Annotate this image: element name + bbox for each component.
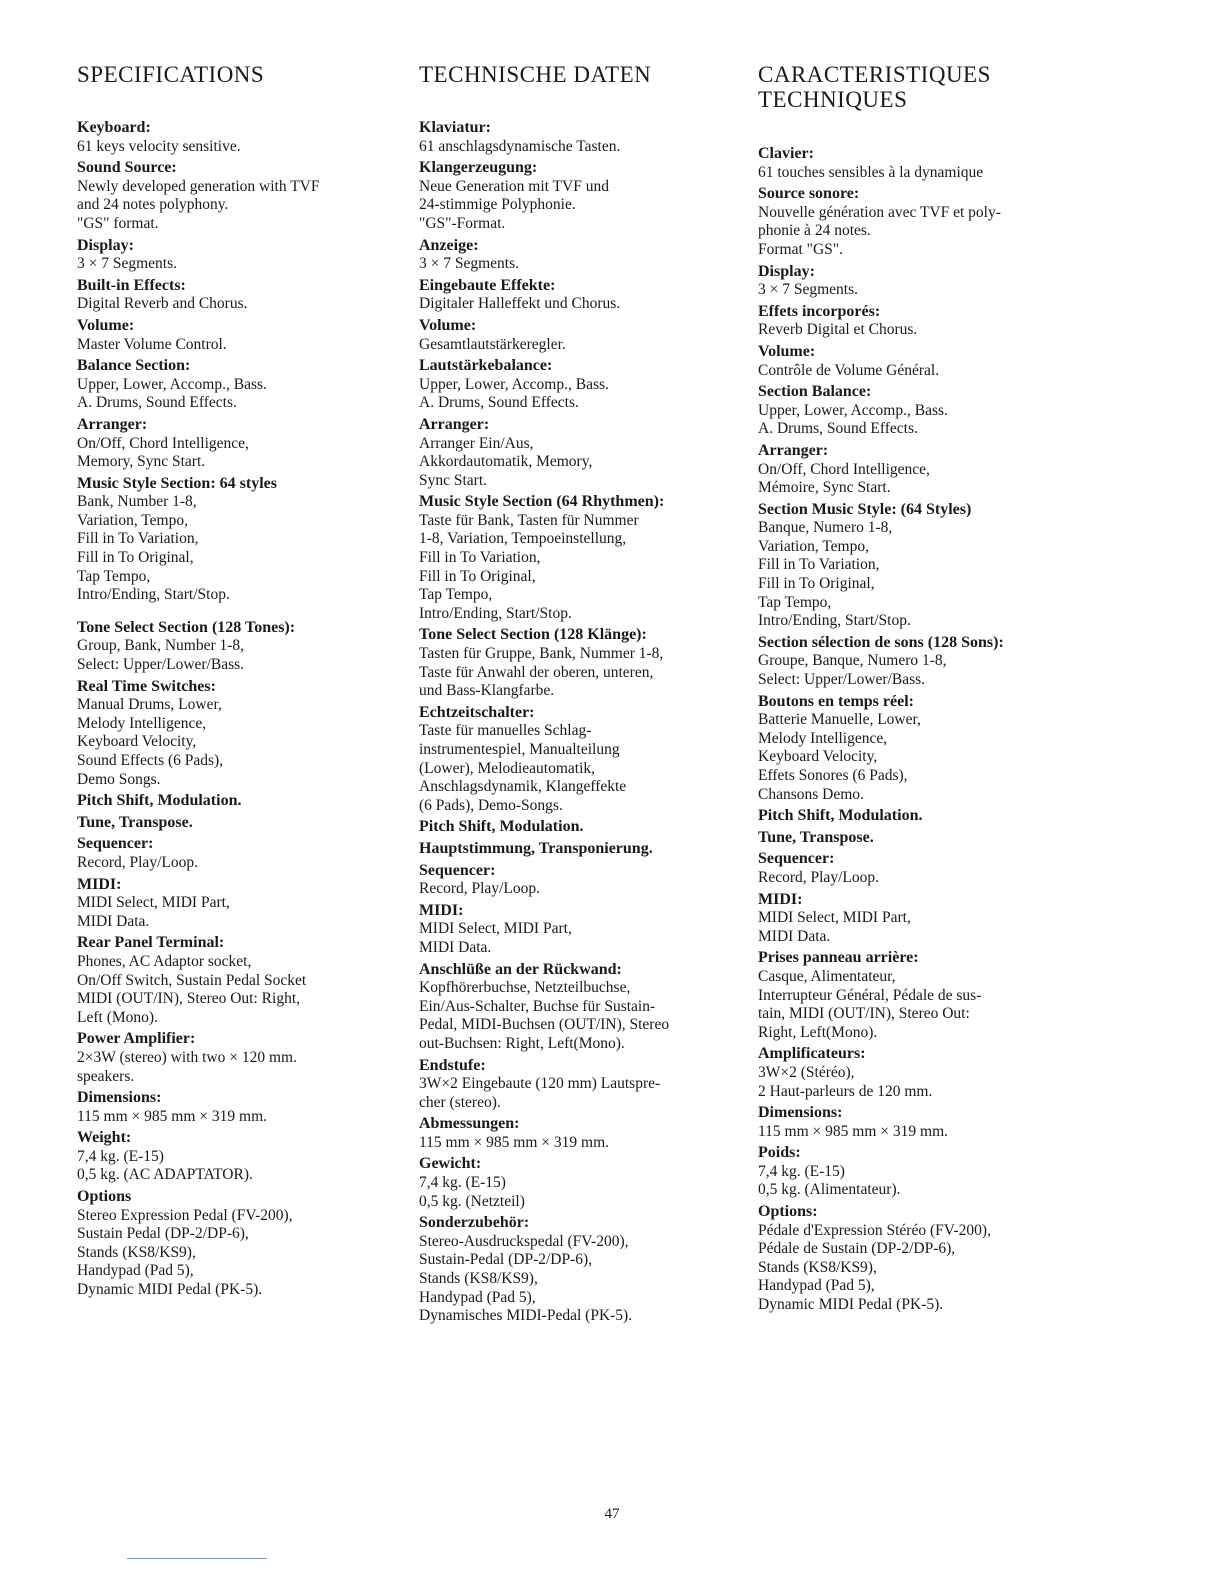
spec-value: Group, Bank, Number 1-8, Select: Upper/Lower/Bass. xyxy=(77,637,245,674)
spec-item xyxy=(758,1045,1063,1101)
spec-value: 2×3W (stereo) with two × 120 mm. speakers. xyxy=(77,1048,297,1085)
spec-item xyxy=(419,818,724,837)
spec-label: Lautstärkebalance: xyxy=(419,357,553,375)
spec-value: Taste für manuelles Schlag- instrumentespiel, Manualteilung (Lower), Melodieautomatik, Anschlagsdynamik, Klangeffekte (6 Pads), Demo-Songs. xyxy=(419,722,627,814)
spec-item xyxy=(77,1188,382,1300)
spec-list xyxy=(758,145,1063,1315)
spec-item xyxy=(77,876,382,932)
spec-item xyxy=(77,237,382,274)
spec-label: Arranger: xyxy=(419,415,490,433)
spec-item xyxy=(758,829,1063,848)
spec-value: 61 anschlagsdynamische Tasten. xyxy=(419,137,621,155)
spec-label: Display: xyxy=(77,236,134,254)
spec-value: Batterie Manuelle, Lower, Melody Intelligence, Keyboard Velocity, Effets Sonores (6 Pads), Chansons Demo. xyxy=(758,711,921,803)
footer-rule xyxy=(127,1558,267,1559)
spec-label: Echtzeitschalter: xyxy=(419,703,535,721)
spec-label: Rear Panel Terminal: xyxy=(77,934,225,952)
spec-value: Upper, Lower, Accomp., Bass. A. Drums, Sound Effects. xyxy=(77,375,267,412)
spec-item xyxy=(419,1214,724,1326)
spec-value: 3 × 7 Segments. xyxy=(77,255,178,273)
spec-item xyxy=(758,891,1063,947)
spec-item xyxy=(77,475,382,605)
spec-value: Record, Play/Loop. xyxy=(419,880,540,898)
spec-item xyxy=(77,416,382,472)
spec-item xyxy=(419,237,724,274)
spec-label: Built-in Effects: xyxy=(77,276,186,294)
spec-label: Section Balance: xyxy=(758,383,872,401)
spec-value: Stereo Expression Pedal (FV-200), Sustain Pedal (DP-2/DP-6), Stands (KS8/KS9), Handypad (Pad 5), Dynamic MIDI Pedal (PK-5). xyxy=(77,1206,293,1299)
spec-label: Gewicht: xyxy=(419,1155,482,1173)
spec-item xyxy=(419,1155,724,1211)
spec-item xyxy=(758,693,1063,805)
spec-item xyxy=(77,835,382,872)
spec-label: Anzeige: xyxy=(419,236,479,254)
spec-value: 61 touches sensibles à la dynamique xyxy=(758,163,984,181)
spec-value: 7,4 kg. (E-15) 0,5 kg. (AC ADAPTATOR). xyxy=(77,1147,253,1184)
spec-item xyxy=(419,626,724,700)
spec-value: Kopfhörerbuchse, Netzteilbuchse, Ein/Aus-Schalter, Buchse für Sustain- Pedal, MIDI-Buchsen (OUT/IN), Stereo out-Buchsen: Right, Left(Mono). xyxy=(419,979,670,1052)
spec-item xyxy=(77,1089,382,1126)
spec-value: 3W×2 (Stéréo), 2 Haut-parleurs de 120 mm. xyxy=(758,1063,933,1100)
column-german xyxy=(419,62,724,1329)
spec-item xyxy=(758,949,1063,1042)
spec-item xyxy=(77,277,382,314)
spec-value: MIDI Select, MIDI Part, MIDI Data. xyxy=(758,909,911,945)
spec-value: Gesamtlautstärkeregler. xyxy=(419,335,566,353)
spec-item xyxy=(419,840,724,859)
spec-label: Effets incorporés: xyxy=(758,302,881,320)
spec-value: Record, Play/Loop. xyxy=(758,868,879,886)
spec-label: Endstufe: xyxy=(419,1056,486,1074)
spec-value: Contrôle de Volume Général. xyxy=(758,361,940,379)
spec-value: Reverb Digital et Chorus. xyxy=(758,321,918,339)
spec-value: Groupe, Banque, Numero 1-8, Select: Upper/Lower/Bass. xyxy=(758,652,947,689)
spec-label: Section Music Style: (64 Styles) xyxy=(758,500,972,518)
spec-label: MIDI: xyxy=(758,890,803,908)
spec-label: Pitch Shift, Modulation. xyxy=(77,792,242,810)
spec-item xyxy=(758,185,1063,259)
spec-label: Weight: xyxy=(77,1129,132,1147)
spec-value: 3W×2 Eingebaute (120 mm) Lautspre- cher (stereo). xyxy=(419,1075,661,1111)
spec-item xyxy=(758,501,1063,631)
spec-value: Newly developed generation with TVF and 24 notes polyphony. "GS" format. xyxy=(77,177,320,232)
spec-value: 3 × 7 Segments. xyxy=(419,255,520,273)
spec-label: Sonderzubehör: xyxy=(419,1214,530,1232)
spec-item xyxy=(758,807,1063,826)
spec-value: Upper, Lower, Accomp., Bass. A. Drums, Sound Effects. xyxy=(758,401,948,438)
spec-label: Tone Select Section (128 Klänge): xyxy=(419,626,647,644)
spec-value: Casque, Alimentateur, Interrupteur Général, Pédale de sus- tain, MIDI (OUT/IN), Stereo Out: Right, Left(Mono). xyxy=(758,967,982,1041)
spec-value: Arranger Ein/Aus, Akkordautomatik, Memory, Sync Start. xyxy=(419,434,593,489)
spec-label: Dimensions: xyxy=(758,1104,843,1122)
spec-value: 61 keys velocity sensitive. xyxy=(77,137,241,155)
column-french xyxy=(758,62,1063,1318)
spec-label: Prises panneau arrière: xyxy=(758,949,919,967)
spec-item xyxy=(758,442,1063,498)
spec-item xyxy=(758,343,1063,380)
spec-value: 3 × 7 Segments. xyxy=(758,281,859,299)
spec-label: Volume: xyxy=(758,342,816,360)
spec-item xyxy=(758,263,1063,300)
spec-label: Music Style Section: 64 styles xyxy=(77,474,277,492)
spec-value: Master Volume Control. xyxy=(77,335,227,353)
spec-label: Section sélection de sons (128 Sons): xyxy=(758,633,1004,651)
page-number: 47 xyxy=(604,1506,620,1522)
spec-value: Tasten für Gruppe, Bank, Nummer 1-8, Taste für Anwahl der oberen, unteren, und Bass-Klangfarbe. xyxy=(419,645,664,700)
spec-label: Volume: xyxy=(77,316,135,334)
spec-item xyxy=(758,1144,1063,1200)
spec-list xyxy=(419,119,724,1326)
spec-label: Power Amplifier: xyxy=(77,1030,196,1048)
spec-item xyxy=(758,634,1063,690)
spec-label: Hauptstimmung, Transponierung. xyxy=(419,839,653,857)
spec-item xyxy=(77,814,382,833)
spec-item xyxy=(77,934,382,1027)
spec-item xyxy=(419,357,724,413)
spec-label: Abmessungen: xyxy=(419,1115,520,1133)
spec-item xyxy=(77,1030,382,1086)
spec-label: Dimensions: xyxy=(77,1089,162,1107)
spec-value: Phones, AC Adaptor socket, On/Off Switch, Sustain Pedal Socket MIDI (OUT/IN), Stereo Out: Right, Left (Mono). xyxy=(77,952,307,1026)
spec-label: Tune, Transpose. xyxy=(77,813,193,831)
spec-value: Banque, Numero 1-8, Variation, Tempo, Fill in To Variation, Fill in To Original, Tap Tempo, Intro/Ending, Start/Stop. xyxy=(758,519,911,630)
spec-item xyxy=(77,159,382,233)
spec-value: MIDI Select, MIDI Part, MIDI Data. xyxy=(419,920,572,956)
spec-value: 7,4 kg. (E-15) 0,5 kg. (Alimentateur). xyxy=(758,1162,901,1199)
spec-label: Anschlüße an der Rückwand: xyxy=(419,960,622,978)
spec-label: Boutons en temps réel: xyxy=(758,692,914,710)
spec-value: Nouvelle génération avec TVF et poly- phonie à 24 notes. Format "GS". xyxy=(758,203,1001,258)
spec-item xyxy=(77,119,382,156)
spec-value: Digitaler Halleffekt und Chorus. xyxy=(419,295,621,313)
spec-label: Sound Source: xyxy=(77,159,177,177)
spec-label: Klangerzeugung: xyxy=(419,159,538,177)
spec-value: MIDI Select, MIDI Part, MIDI Data. xyxy=(77,894,230,930)
spec-value: Neue Generation mit TVF und 24-stimmige Polyphonie. "GS"-Format. xyxy=(419,177,609,232)
spec-item xyxy=(419,159,724,233)
spec-value: 115 mm × 985 mm × 319 mm. xyxy=(77,1107,267,1125)
spec-label: Tone Select Section (128 Tones): xyxy=(77,618,296,636)
spec-value: Taste für Bank, Tasten für Nummer 1-8, Variation, Tempoeinstellung, Fill in To Variation, Fill in To Original, Tap Tempo, Intro/Ending, Start/Stop. xyxy=(419,511,639,622)
spec-value: Bank, Number 1-8, Variation, Tempo, Fill in To Variation, Fill in To Original, Tap Tempo, Intro/Ending, Start/Stop. xyxy=(77,493,230,604)
spec-label: Arranger: xyxy=(758,441,829,459)
spec-item xyxy=(77,317,382,354)
spec-list xyxy=(77,119,382,1300)
spec-label: Pitch Shift, Modulation. xyxy=(758,807,923,825)
spec-item xyxy=(77,357,382,413)
spec-label: MIDI: xyxy=(77,875,122,893)
column-english xyxy=(77,62,382,1303)
spec-label: Options xyxy=(77,1188,132,1206)
spec-item xyxy=(77,792,382,811)
spec-item xyxy=(419,119,724,156)
spec-label: Keyboard: xyxy=(77,119,151,136)
spec-label: Source sonore: xyxy=(758,185,860,203)
spec-value: On/Off, Chord Intelligence, Mémoire, Sync Start. xyxy=(758,460,930,497)
spec-label: Pitch Shift, Modulation. xyxy=(419,818,584,836)
spec-label: Amplificateurs: xyxy=(758,1045,866,1063)
spec-item xyxy=(758,303,1063,340)
spec-label: Sequencer: xyxy=(77,835,154,853)
spec-item xyxy=(419,704,724,816)
column-title: CARACTERISTIQUES TECHNIQUES xyxy=(758,62,991,112)
spec-item xyxy=(758,383,1063,439)
spec-value: 7,4 kg. (E-15) 0,5 kg. (Netzteil) xyxy=(419,1174,525,1210)
spec-item xyxy=(77,619,382,675)
spec-value: Manual Drums, Lower, Melody Intelligence, Keyboard Velocity, Sound Effects (6 Pads), Demo Songs. xyxy=(77,696,224,788)
spec-value: Digital Reverb and Chorus. xyxy=(77,295,248,313)
spec-label: Sequencer: xyxy=(758,850,835,868)
spec-item xyxy=(419,1115,724,1152)
column-title: TECHNISCHE DATEN xyxy=(419,62,652,87)
spec-label: Poids: xyxy=(758,1144,801,1162)
spec-value: Record, Play/Loop. xyxy=(77,853,198,871)
spec-item xyxy=(419,1057,724,1113)
spec-item xyxy=(419,416,724,490)
spec-value: On/Off, Chord Intelligence, Memory, Sync Start. xyxy=(77,434,249,471)
spec-item xyxy=(419,862,724,899)
spec-value: Stereo-Ausdruckspedal (FV-200), Sustain-Pedal (DP-2/DP-6), Stands (KS8/KS9), Handypad (Pad 5), Dynamisches MIDI-Pedal (PK-5). xyxy=(419,1232,633,1325)
spec-label: Real Time Switches: xyxy=(77,677,216,695)
spec-label: Music Style Section (64 Rhythmen): xyxy=(419,493,665,511)
spec-label: Sequencer: xyxy=(419,861,496,879)
spec-value: 115 mm × 985 mm × 319 mm. xyxy=(419,1133,609,1151)
spec-item xyxy=(419,961,724,1054)
spec-label: Volume: xyxy=(419,316,477,334)
column-title: SPECIFICATIONS xyxy=(77,62,265,87)
spec-label: Options: xyxy=(758,1203,818,1221)
spec-label: Clavier: xyxy=(758,145,814,162)
spec-label: Balance Section: xyxy=(77,357,191,375)
spec-label: Tune, Transpose. xyxy=(758,828,874,846)
spec-item xyxy=(419,493,724,623)
spec-value: 115 mm × 985 mm × 319 mm. xyxy=(758,1122,948,1140)
spec-label: Klaviatur: xyxy=(419,119,491,136)
spec-item xyxy=(419,277,724,314)
spec-label: Eingebaute Effekte: xyxy=(419,276,556,294)
spec-label: Arranger: xyxy=(77,415,148,433)
spec-item xyxy=(758,1104,1063,1141)
spec-label: MIDI: xyxy=(419,901,464,919)
spec-item xyxy=(419,317,724,354)
spec-item xyxy=(77,1129,382,1185)
spec-item xyxy=(758,1203,1063,1315)
spec-label: Display: xyxy=(758,262,815,280)
spec-item xyxy=(77,678,382,790)
spec-item xyxy=(758,145,1063,182)
spec-item xyxy=(419,902,724,958)
spec-value: Pédale d'Expression Stéréo (FV-200), Pédale de Sustain (DP-2/DP-6), Stands (KS8/KS9), Handypad (Pad 5), Dynamic MIDI Pedal (PK-5). xyxy=(758,1221,991,1314)
spec-value: Upper, Lower, Accomp., Bass. A. Drums, Sound Effects. xyxy=(419,375,609,412)
spec-item xyxy=(758,850,1063,887)
